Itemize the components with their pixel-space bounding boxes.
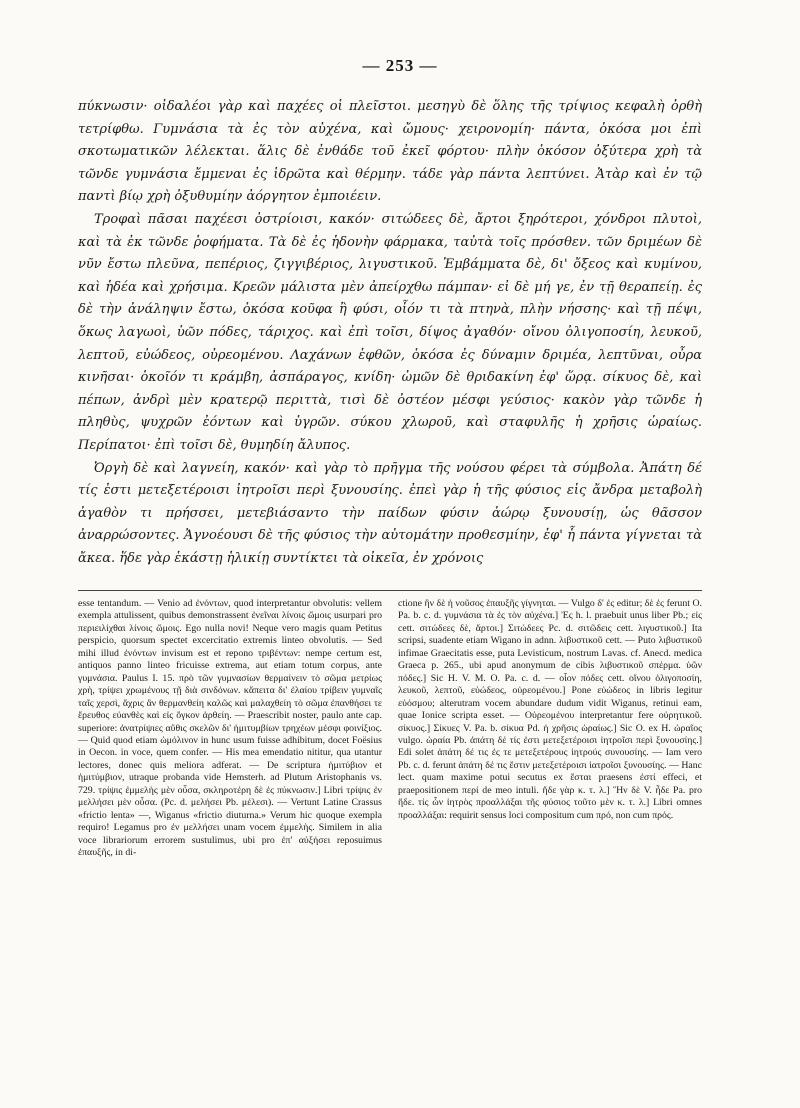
main-paragraph: Ὀργὴ δὲ καὶ λαγνείη, κακόν· καὶ γὰρ τὸ πρῆγμα τῆς νούσου φέρει τὰ σύμβολα. Ἀπάτη δέ τίς ἐστι μετεξετέροισι ἰητροῖσι περὶ ξυνουσίης. ἐπεὶ γὰρ ἡ τῆς φύσιος εἰς ἄνδρα μεταβολὴ ἀγαθὸν τι πρήσσει, μετεβιάσαντο τὴν παίδων φύσιν ἀώρῳ ξυνουσίῃ, ὡς θᾶσσον ἀναρρώσοντες. Ἀγνοέουσι δὲ τῆς φύσιος τὴν αὐτομάτην προθεσμίην, ἐφ' ἧ πάντα γίγνεται τὰ ἄκεα. ἥδε γὰρ ἑκάστῃ ἡλικίῃ συντίκτει τὰ οἰκεῖα, ἐν χρόνοις [78,460,702,566]
main-greek-text [78,96,702,570]
footnote-text: esse tentandum. — Venio ad ἐνόντων, quod interpretantur obvolutis: vellem exempla attulissent, quibus demonstrassent ἐνεῖναι λίνοις ὤμοις usurpari pro περιειλίχθαι λίνοις ὤμοις. Ego nulla novi! Neque vero magis quam Petitus perspicio, quorsum spectet excercitatio extremis linteo obvolutis. — Sed mihi illud ἐνόντων invisum est et repono τριβέντων: nempe certum est, antiquos panno linteo fricuisse extrema, aut etiam totum corpus, ante γυμνάσια. Paulus I. 15. πρὸ τῶν γυμνασίων θερμαίνειν τὸ σῶμα μετρίως χρὴ, τρίψει χρωμένους τῇ διὰ σινδόνων. κἄπειτα δι' ἐλαίου τρίβειν γυμναῖς ταῖς χερσὶ, ἄχρις ἂν θερμανθείη καλῶς καὶ μαλαχθείη τὸ σῶμα ἐπανθήσει τε ἔρευθος εὐανθὲς καὶ εἰς ὄγκον ἀρθείη. — Praescribit noster, paulo ante cap. superiore: ἀνατρίψιες αὔθις σκελῶν δι' ἡμιτυμβίων τρηχέων μέσφι φοινίξιος. — Quid quod etiam ὠμόλινον in hunc usum fuisse adhibitum, docet Foësius in Oecon. in voce, quem confer. — His mea emendatio nititur, qua utantur lectores, donec quis meliora adferat. — De scriptura ἡμιτύβιον et ἡμιτύμβιον, utraque probanda vide Hemsterh. ad Plutum Aristophanis vs. 729. τρίψις ἐμμελὴς μὲν οὖσα, σκληροτέρη δὲ ἐς πύκνωσιν.] Libri τρίψις ἐν μελλήσει μὲν οὖσα. (Pc. d. μελήσει Pb. μέλεσι). — Vertunt Latine Crassus «frictio lenta» —, Wiganus «frictio diuturna.» Verum hic quoque exempla requiro! Legamus pro ἐν μελλήσει unam vocem ἐμμελὴς. Similem in alia voce librariorum errorem sustulimus, ubi pro ἐπ' αὐξήσει reposuimus ἐπαυξῆς, in di- [78,598,382,859]
footnote-column-left [78,598,382,860]
footnotes [78,598,702,1088]
main-paragraph: Τροφαὶ πᾶσαι παχέεσι ὀστρίοισι, κακόν· σιτώδεες δὲ, ἄρτοι ξηρότεροι, χόνδροι πλυτοὶ, καὶ τὰ ἐκ τῶνδε ῥοφήματα. Τὰ δὲ ἐς ἡδονὴν φάρμακα, ταὐτὰ τοῖς πρόσθεν. τῶν δριμέων δὲ νῦν ἔστω πλεῦνα, πεπέριος, ζιγγιβέριος, λιγυστικοῦ. Ἐμβάμματα δὲ, δι' ὄξεος καὶ κυμίνου, καὶ ἡδέα καὶ χρήσιμα. Κρεῶν μάλιστα μὲν ἀπείρχθω πάμπαν· εἰ δὲ μή γε, ἐν τῇ θεραπείῃ. ἐς δὲ τὴν ἀνάληψιν ἔστω, ὁκόσα κοῦφα ἢ φύσι, οἷόν τι τὰ πτηνὰ, πλὴν νήσσης· καὶ τῇ πέψι, ὅκως λαγωοὶ, ὑῶν πόδες, τάριχος. καὶ ἐπὶ τοῖσι, δίψος ἀγαθόν· οἴνου ὀλιγοποσίη, λευκοῦ, λεπτοῦ, εὐώδεος, οὐρεομένου. Λαχάνων ἑφθῶν, ὁκόσα ἐς δύναμιν δριμέα, λεπτῦναι, οὖρα κινῆσαι· ὁκοῖόν τι κράμβη, ἀσπάραγος, κνίδη· ὠμῶν δὲ θριδακίνη ἐφ' ὥρᾳ. σίκυος δὲ, καὶ πέπων, ἀνδρὶ μὲν κρατερῷ περιττὰ, τισὶ δὲ ὀστέον μέσφι γεύσιος· κακὸν γὰρ τῶνδε ἡ πληθὺς, ψυχρῶν ἐόντων καὶ ὑγρῶν. σύκου χλωροῦ, καὶ σταφυλῆς ἡ χρῆσις ὡραίως. Περίπατοι· ἐπὶ τοῖσι δὲ, θυμηδίη ἄλυπος. [78,211,702,453]
footnote-text: ctione ἢν δὲ ἡ νοῦσος ἐπαυξῆς γίγνηται. — Vulgo δ' ἐς editur; δὲ ἐς ferunt O. Pa. b. c. d. γυμνάσια τὰ ἐς τὸν αὐχένα.] Ἐς h. l. praebuit unus liber Pb.; εἰς cett. σιτώδεες δὲ, ἄρτοι.] Σιτώδεες Pc. d. σιτῶδεις cett. λιγυστικοῦ.] Ita scripsi, suadente etiam Wigano in adnn. λιβυστικοῦ cett. — Puto λιβυστικοῦ infimae Graecitatis esse, puta Levisticum, nostrum Lavas. cf. Anecd. medica Graeca p. 265., ubi apud anonymum de cibis λιβυστικοῦ σπέρμα. ὑῶν πόδες.] Sic H. V. M. O. Pa. c. d. — οἷον πόδες cett. οἴνου ὀλιγοποσίη, λευκοῦ, λεπτοῦ, εὐώδεος, οὐρεομένου.] Pone εὐώδεος in libris legitur εὐόσμου; alterutram vocem abundare dudum vidit Wiganus, retinui eam, quae Ionice scripta esset. — Οὐρεομένου interpretantur fere οὐρητικοῦ. σίκυος.] Σίκυες V. Pa. b. σίκυα Pd. ἡ χρῆσις ὡραίως.] Sic O. ex H. ὡραῖος vulgo. ὡραία Pb. ἀπάτη δέ τίς ἐστι μετεξετέροισι ἰητροῖσι περὶ ξυνουσίης.] Edi solet ἀπάτη δέ τις ἐς τε μετεξετέρους ἰητρούς συνουσίης. — Iam vero Pb. c. d. ferunt ἀπάτη δέ τις ἔστιν μετεξετέροισι ἰατροῖσι ξυνουσίης. — Hanc lect. quam maxime potui secutus ex ἔσται praesens ἐστί effeci, et praepositionem περί de meo intuli. ἥδε γὰρ κ. τ. λ.] Ἣν δὲ V. ἦδε Pa. pro ἥδε. τίς ὧν ἰητρὸς προαλλάξαι τῆς φύσιος τοῦτο μὲν κ. τ. λ.] Libri omnes προαλλάξαι: requirit sensus loci compositum cum πρό, non cum πρός. [398,598,702,821]
footnote-column-right [398,598,702,822]
page-number: — 253 — [362,56,438,75]
main-paragraph: πύκνωσιν· οἰδαλέοι γὰρ καὶ παχέες οἱ πλεῖστοι. μεσηγὺ δὲ ὅλης τῆς τρίψιος κεφαλὴ ὀρθὴ τετρίφθω. Γυμνάσια τὰ ἐς τὸν αὐχένα, καὶ ὤμους· χειρονομίη· πάντα, ὁκόσα μοι ἐπὶ σκοτωματικῶν λέλεκται. ἅλις δὲ ἐνθάδε τοῦ ἐκεῖ φόρτου· πλὴν ὁκόσον ὀξύτερα χρὴ τὰ τῶνδε γυμνάσια ἔμμεναι ἐς ἱδρῶτα καὶ θέρμην. τάδε γὰρ πάντα λεπτύνει. Ἀτὰρ καὶ ἐν τῷ παντὶ βίῳ χρὴ ὀξυθυμίην ἀόργητον ἐμποιέειν. [78,99,702,205]
footnote-divider [78,590,702,591]
